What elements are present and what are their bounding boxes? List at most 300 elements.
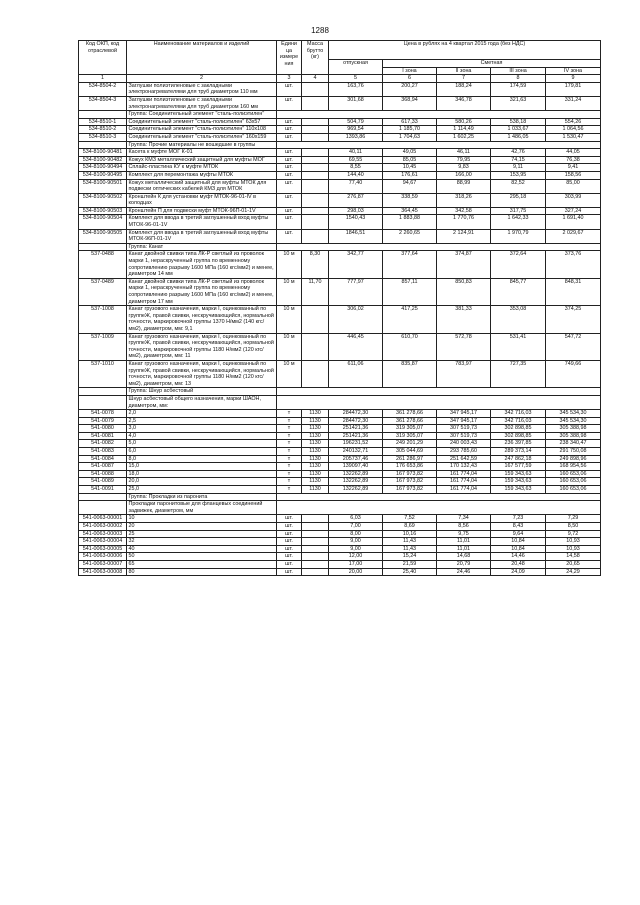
price-cell: 1 970,79 <box>491 229 546 243</box>
item-unit: шт. <box>277 207 302 215</box>
item-mass: 1130 <box>302 448 329 456</box>
item-name: 20 <box>127 523 277 531</box>
index-cell: 7 <box>437 75 491 83</box>
item-mass <box>302 164 329 172</box>
price-cell: 161 774,04 <box>437 478 491 486</box>
price-cell: 307 519,73 <box>437 432 491 440</box>
item-unit: шт. <box>277 82 302 96</box>
item-mass <box>302 360 329 387</box>
price-cell: 777,97 <box>329 278 383 305</box>
item-unit: т <box>277 425 302 433</box>
price-cell: 969,54 <box>329 126 383 134</box>
price-cell: 132262,89 <box>329 486 383 494</box>
price-cell: 79,95 <box>437 156 491 164</box>
table-row <box>79 538 601 546</box>
header-name: Наименование материалов и изделий <box>127 41 277 75</box>
item-mass: 1130 <box>302 440 329 448</box>
price-cell: 179,81 <box>546 82 601 96</box>
price-cell: 24,29 <box>546 568 601 576</box>
group-empty-cell <box>277 493 601 501</box>
price-cell: 24,09 <box>491 568 546 576</box>
item-code: 541-0063-00002 <box>79 523 127 531</box>
group-empty-cell <box>277 388 601 396</box>
item-unit: 10 м <box>277 360 302 387</box>
price-cell: 167 973,82 <box>383 486 437 494</box>
group-empty-cell <box>277 243 601 251</box>
item-unit: шт. <box>277 156 302 164</box>
index-cell: 5 <box>329 75 383 83</box>
price-cell: 10,84 <box>491 545 546 553</box>
price-cell: 153,95 <box>491 171 546 179</box>
table-row <box>79 193 601 207</box>
table-row <box>79 333 601 360</box>
item-unit: т <box>277 455 302 463</box>
item-name: Кронштейн П для подвески муфт МТОК-96П-01-1V <box>127 207 277 215</box>
table-row <box>79 410 601 418</box>
item-code: 534-8510-1 <box>79 118 127 126</box>
price-cell: 372,64 <box>491 251 546 278</box>
item-mass: 1130 <box>302 410 329 418</box>
price-cell: 49,05 <box>383 149 437 157</box>
header-price-title: Цена в рублях на 4 квартал 2015 года (без НДС) <box>329 41 601 60</box>
price-cell: 2 029,67 <box>546 229 601 243</box>
item-name: 6,0 <box>127 448 277 456</box>
price-cell: 11,43 <box>383 538 437 546</box>
price-cell: 1 691,40 <box>546 215 601 229</box>
price-cell: 345 534,30 <box>546 410 601 418</box>
table-row <box>79 118 601 126</box>
item-mass: 1130 <box>302 455 329 463</box>
price-cell: 240132,71 <box>329 448 383 456</box>
item-name: Кожух КМЗ металлический защитный для муфты МОГ <box>127 156 277 164</box>
item-code: 541-0084 <box>79 455 127 463</box>
item-code: 541-0063-00003 <box>79 530 127 538</box>
item-name: 65 <box>127 560 277 568</box>
price-cell: 8,50 <box>546 523 601 531</box>
item-code: 534-8100-90503 <box>79 207 127 215</box>
price-cell: 77,40 <box>329 179 383 193</box>
price-cell: 15,24 <box>383 553 437 561</box>
item-unit: 10 м <box>277 306 302 333</box>
price-cell: 20,65 <box>546 560 601 568</box>
item-name: 3,0 <box>127 425 277 433</box>
item-code: 534-8100-90502 <box>79 193 127 207</box>
item-code: 537-1010 <box>79 360 127 387</box>
table-row <box>79 553 601 561</box>
header-code: Код ОКП, код отраслевой <box>79 41 127 75</box>
price-cell: 46,11 <box>437 149 491 157</box>
price-cell: 85,05 <box>383 156 437 164</box>
group-row <box>79 141 601 149</box>
item-unit: шт. <box>277 515 302 523</box>
price-cell: 295,18 <box>491 193 546 207</box>
price-cell: 305 388,98 <box>546 432 601 440</box>
price-cell: 610,70 <box>383 333 437 360</box>
index-cell: 2 <box>127 75 277 83</box>
price-cell: 20,00 <box>329 568 383 576</box>
item-mass <box>302 333 329 360</box>
item-mass <box>302 149 329 157</box>
group-empty-cell <box>79 395 127 409</box>
item-code: 534-8100-90481 <box>79 149 127 157</box>
table-row <box>79 278 601 305</box>
price-cell: 10,16 <box>383 530 437 538</box>
price-cell: 94,67 <box>383 179 437 193</box>
table-row <box>79 229 601 243</box>
item-unit: т <box>277 448 302 456</box>
header-zone-2: II зона <box>437 67 491 75</box>
item-code: 541-0088 <box>79 470 127 478</box>
item-mass <box>302 126 329 134</box>
price-cell: 504,79 <box>329 118 383 126</box>
item-mass <box>302 215 329 229</box>
group-empty-cell <box>79 493 127 501</box>
price-cell: 168 954,56 <box>546 463 601 471</box>
price-cell: 10,93 <box>546 538 601 546</box>
price-cell: 170 132,43 <box>437 463 491 471</box>
table-row <box>79 417 601 425</box>
price-cell: 1 064,56 <box>546 126 601 134</box>
price-cell: 174,59 <box>491 82 546 96</box>
item-name: 80 <box>127 568 277 576</box>
item-mass: 1130 <box>302 425 329 433</box>
price-cell: 417,25 <box>383 306 437 333</box>
group-label: Группа: Прочие материалы не вошедшие в группы <box>127 141 277 149</box>
price-cell: 364,45 <box>383 207 437 215</box>
price-cell: 293 785,60 <box>437 448 491 456</box>
price-cell: 14,68 <box>437 553 491 561</box>
item-unit: 10 м <box>277 278 302 305</box>
price-cell: 251421,36 <box>329 425 383 433</box>
item-mass: 1130 <box>302 470 329 478</box>
item-mass: 11,70 <box>302 278 329 305</box>
item-unit: шт. <box>277 568 302 576</box>
table-row <box>79 171 601 179</box>
index-cell: 9 <box>546 75 601 83</box>
item-code: 534-8504-3 <box>79 96 127 110</box>
price-cell: 9,00 <box>329 545 383 553</box>
page-number: 1288 <box>311 26 329 35</box>
item-code: 534-8510-3 <box>79 133 127 141</box>
price-cell: 10,84 <box>491 538 546 546</box>
item-name: 25,0 <box>127 486 277 494</box>
index-cell: 8 <box>491 75 546 83</box>
price-cell: 347 945,17 <box>437 417 491 425</box>
table-row <box>79 360 601 387</box>
group-row <box>79 395 601 409</box>
item-name: Кожух металлический защитный для муфты МТОК для подвески оптических кабелей КМЗ для МТОК <box>127 179 277 193</box>
group-empty-cell <box>79 243 127 251</box>
item-name: 4,0 <box>127 432 277 440</box>
price-cell: 342,77 <box>329 251 383 278</box>
price-cell: 1 486,05 <box>491 133 546 141</box>
item-unit: шт. <box>277 193 302 207</box>
item-mass: 1130 <box>302 486 329 494</box>
price-cell: 857,11 <box>383 278 437 305</box>
item-unit: т <box>277 440 302 448</box>
item-mass <box>302 530 329 538</box>
item-mass <box>302 560 329 568</box>
item-code: 541-0063-00006 <box>79 553 127 561</box>
item-unit: шт. <box>277 560 302 568</box>
item-unit: шт. <box>277 118 302 126</box>
item-mass <box>302 179 329 193</box>
table-row <box>79 179 601 193</box>
item-code: 537-0488 <box>79 251 127 278</box>
price-cell: 21,59 <box>383 560 437 568</box>
table-row <box>79 96 601 110</box>
item-unit: шт. <box>277 179 302 193</box>
group-label: Группа: Соединительный элемент "сталь-полиэтилен" <box>127 111 277 119</box>
item-mass <box>302 193 329 207</box>
price-cell: 261 286,97 <box>383 455 437 463</box>
table-row <box>79 306 601 333</box>
item-code: 541-0063-00008 <box>79 568 127 576</box>
price-cell: 160 653,06 <box>546 478 601 486</box>
index-cell: 4 <box>302 75 329 83</box>
header-zone-1: I зона <box>383 67 437 75</box>
price-cell: 1393,86 <box>329 133 383 141</box>
item-name: Сплайс-пластина КУ к муфте МТОК <box>127 164 277 172</box>
price-cell: 10,93 <box>546 545 601 553</box>
index-cell: 3 <box>277 75 302 83</box>
price-cell: 2 260,65 <box>383 229 437 243</box>
price-cell: 8,55 <box>329 164 383 172</box>
item-code: 534-8100-90505 <box>79 229 127 243</box>
item-mass <box>302 133 329 141</box>
price-cell: 1 114,49 <box>437 126 491 134</box>
price-cell: 24,46 <box>437 568 491 576</box>
price-cell: 10,45 <box>383 164 437 172</box>
price-cell: 276,87 <box>329 193 383 207</box>
price-cell: 17,00 <box>329 560 383 568</box>
price-cell: 9,41 <box>546 164 601 172</box>
price-cell: 284472,30 <box>329 410 383 418</box>
price-cell: 188,24 <box>437 82 491 96</box>
item-name: 2,0 <box>127 410 277 418</box>
price-cell: 361 278,66 <box>383 410 437 418</box>
price-cell: 9,00 <box>329 538 383 546</box>
price-cell: 249 898,96 <box>546 455 601 463</box>
item-code: 541-0078 <box>79 410 127 418</box>
item-name: Комплект для ввода в третий заглушенный вход муфты МТОК-96-01-1V <box>127 215 277 229</box>
header-unit: Едини ца измере ния <box>277 41 302 75</box>
price-cell: 1 704,63 <box>383 133 437 141</box>
price-cell: 240 003,43 <box>437 440 491 448</box>
table-row <box>79 440 601 448</box>
item-unit: т <box>277 410 302 418</box>
price-cell: 176,61 <box>383 171 437 179</box>
item-mass: 1130 <box>302 432 329 440</box>
price-cell: 176 653,86 <box>383 463 437 471</box>
item-unit: т <box>277 486 302 494</box>
price-cell: 7,52 <box>383 515 437 523</box>
index-row <box>79 75 601 83</box>
price-cell: 377,64 <box>383 251 437 278</box>
item-name: 50 <box>127 553 277 561</box>
item-code: 541-0083 <box>79 448 127 456</box>
price-cell: 161 774,04 <box>437 470 491 478</box>
header-mass: Масса брутто (кг) <box>302 41 329 75</box>
price-cell: 318,26 <box>437 193 491 207</box>
item-name: Канат грузового назначения, марки I, оцинкованный по группеЖ, правой свивки, нескручивающийся, нормальной точности, маркировочной группы 1370 Н/мм2 (140 кгс/мм2), диаметром, мм: 9,1 <box>127 306 277 333</box>
price-cell: 1 770,76 <box>437 215 491 229</box>
price-cell: 69,55 <box>329 156 383 164</box>
price-cell: 158,56 <box>546 171 601 179</box>
price-cell: 161 774,04 <box>437 486 491 494</box>
price-cell: 76,38 <box>546 156 601 164</box>
price-cell: 580,26 <box>437 118 491 126</box>
table-row <box>79 207 601 215</box>
item-mass <box>302 515 329 523</box>
item-unit: 10 м <box>277 333 302 360</box>
item-name: Заглушки полиэтиленовые с закладными электронагревателями для труб диаметром 160 мм <box>127 96 277 110</box>
table-row <box>79 448 601 456</box>
price-cell: 338,59 <box>383 193 437 207</box>
item-name: 5,0 <box>127 440 277 448</box>
price-cell: 42,76 <box>491 149 546 157</box>
price-cell: 531,41 <box>491 333 546 360</box>
group-row <box>79 388 601 396</box>
item-unit: шт. <box>277 530 302 538</box>
table-row <box>79 486 601 494</box>
table-row <box>79 523 601 531</box>
price-cell: 611,06 <box>329 360 383 387</box>
header-zone-3: III зона <box>491 67 546 75</box>
item-code: 534-8510-2 <box>79 126 127 134</box>
group-row <box>79 243 601 251</box>
price-cell: 342,58 <box>437 207 491 215</box>
group-row <box>79 493 601 501</box>
item-code: 541-0080 <box>79 425 127 433</box>
price-cell: 368,94 <box>383 96 437 110</box>
price-cell: 554,26 <box>546 118 601 126</box>
group-label: Шнур асбестовый общего назначения, марки ШАОН, диаметром, мм: <box>127 395 277 409</box>
price-cell: 7,00 <box>329 523 383 531</box>
price-cell: 14,46 <box>491 553 546 561</box>
price-cell: 167 577,59 <box>491 463 546 471</box>
item-name: 18,0 <box>127 470 277 478</box>
index-cell: 1 <box>79 75 127 83</box>
group-empty-cell <box>277 141 601 149</box>
item-code: 541-0082 <box>79 440 127 448</box>
item-name: Канат грузового назначения, марки I, оцинкованный по группеЖ, правой свивки, нескручивающийся, нормальной точности, маркировочной группы 1180 Н/мм2 (120 кгс/мм2), диаметром, мм: 13 <box>127 360 277 387</box>
price-cell: 163,76 <box>329 82 383 96</box>
price-cell: 1 033,67 <box>491 126 546 134</box>
item-unit: т <box>277 417 302 425</box>
price-cell: 727,35 <box>491 360 546 387</box>
table-row <box>79 126 601 134</box>
price-cell: 346,78 <box>437 96 491 110</box>
item-mass <box>302 207 329 215</box>
table-body <box>79 82 601 575</box>
group-row <box>79 111 601 119</box>
item-unit: т <box>277 432 302 440</box>
item-mass <box>302 523 329 531</box>
item-name: Канат грузового назначения, марки I, оцинкованный по группеЖ, правой свивки, нескручивающийся, нормальной точности, маркировочной группы 1180 Н/мм2 (120 кгс/мм2), диаметром, мм: 11 <box>127 333 277 360</box>
item-unit: шт. <box>277 149 302 157</box>
item-code: 534-8100-90482 <box>79 156 127 164</box>
price-cell: 374,87 <box>437 251 491 278</box>
price-cell: 85,00 <box>546 179 601 193</box>
item-name: 40 <box>127 545 277 553</box>
item-name: Заглушки полиэтиленовые с закладными электронагревателями для труб диаметром 110 мм <box>127 82 277 96</box>
price-cell: 8,00 <box>329 530 383 538</box>
price-cell: 40,11 <box>329 149 383 157</box>
item-unit: шт. <box>277 215 302 229</box>
table-row <box>79 470 601 478</box>
header-release: отпускная <box>329 60 383 75</box>
price-cell: 82,52 <box>491 179 546 193</box>
item-code: 541-0063-00004 <box>79 538 127 546</box>
price-cell: 88,99 <box>437 179 491 193</box>
group-empty-cell <box>277 111 601 119</box>
price-cell: 20,79 <box>437 560 491 568</box>
item-mass: 1130 <box>302 478 329 486</box>
item-unit: шт. <box>277 126 302 134</box>
item-name: 2,5 <box>127 417 277 425</box>
price-cell: 247 862,18 <box>491 455 546 463</box>
table-row <box>79 156 601 164</box>
item-mass <box>302 96 329 110</box>
table-row <box>79 568 601 576</box>
price-cell: 547,72 <box>546 333 601 360</box>
group-label: Группа: Канат <box>127 243 277 251</box>
price-cell: 2 124,91 <box>437 229 491 243</box>
price-cell: 205737,46 <box>329 455 383 463</box>
price-cell: 848,31 <box>546 278 601 305</box>
item-mass <box>302 306 329 333</box>
item-code: 541-0089 <box>79 478 127 486</box>
price-cell: 1540,43 <box>329 215 383 229</box>
price-cell: 302 898,85 <box>491 425 546 433</box>
item-mass <box>302 568 329 576</box>
price-cell: 139097,40 <box>329 463 383 471</box>
price-cell: 200,27 <box>383 82 437 96</box>
item-mass <box>302 118 329 126</box>
item-mass <box>302 545 329 553</box>
header-zone-4: IV зона <box>546 67 601 75</box>
item-unit: шт. <box>277 545 302 553</box>
price-cell: 44,05 <box>546 149 601 157</box>
price-cell: 307 519,73 <box>437 425 491 433</box>
item-code: 541-0091 <box>79 486 127 494</box>
price-cell: 301,68 <box>329 96 383 110</box>
price-cell: 1846,51 <box>329 229 383 243</box>
price-cell: 14,58 <box>546 553 601 561</box>
price-cell: 9,11 <box>491 164 546 172</box>
item-name: Комплект для перемонтажа муфты МТОК <box>127 171 277 179</box>
item-mass: 1130 <box>302 463 329 471</box>
price-cell: 12,00 <box>329 553 383 561</box>
item-code: 541-0079 <box>79 417 127 425</box>
price-cell: 327,24 <box>546 207 601 215</box>
price-cell: 1 642,33 <box>491 215 546 229</box>
price-cell: 303,99 <box>546 193 601 207</box>
price-cell: 850,83 <box>437 278 491 305</box>
price-cell: 617,33 <box>383 118 437 126</box>
item-mass: 1130 <box>302 417 329 425</box>
price-cell: 342 716,03 <box>491 410 546 418</box>
index-cell: 6 <box>383 75 437 83</box>
item-name: 32 <box>127 538 277 546</box>
price-cell: 1 883,88 <box>383 215 437 229</box>
item-mass <box>302 229 329 243</box>
item-unit: шт. <box>277 553 302 561</box>
price-cell: 319 305,07 <box>383 425 437 433</box>
item-name: 15,0 <box>127 463 277 471</box>
item-unit: шт. <box>277 171 302 179</box>
